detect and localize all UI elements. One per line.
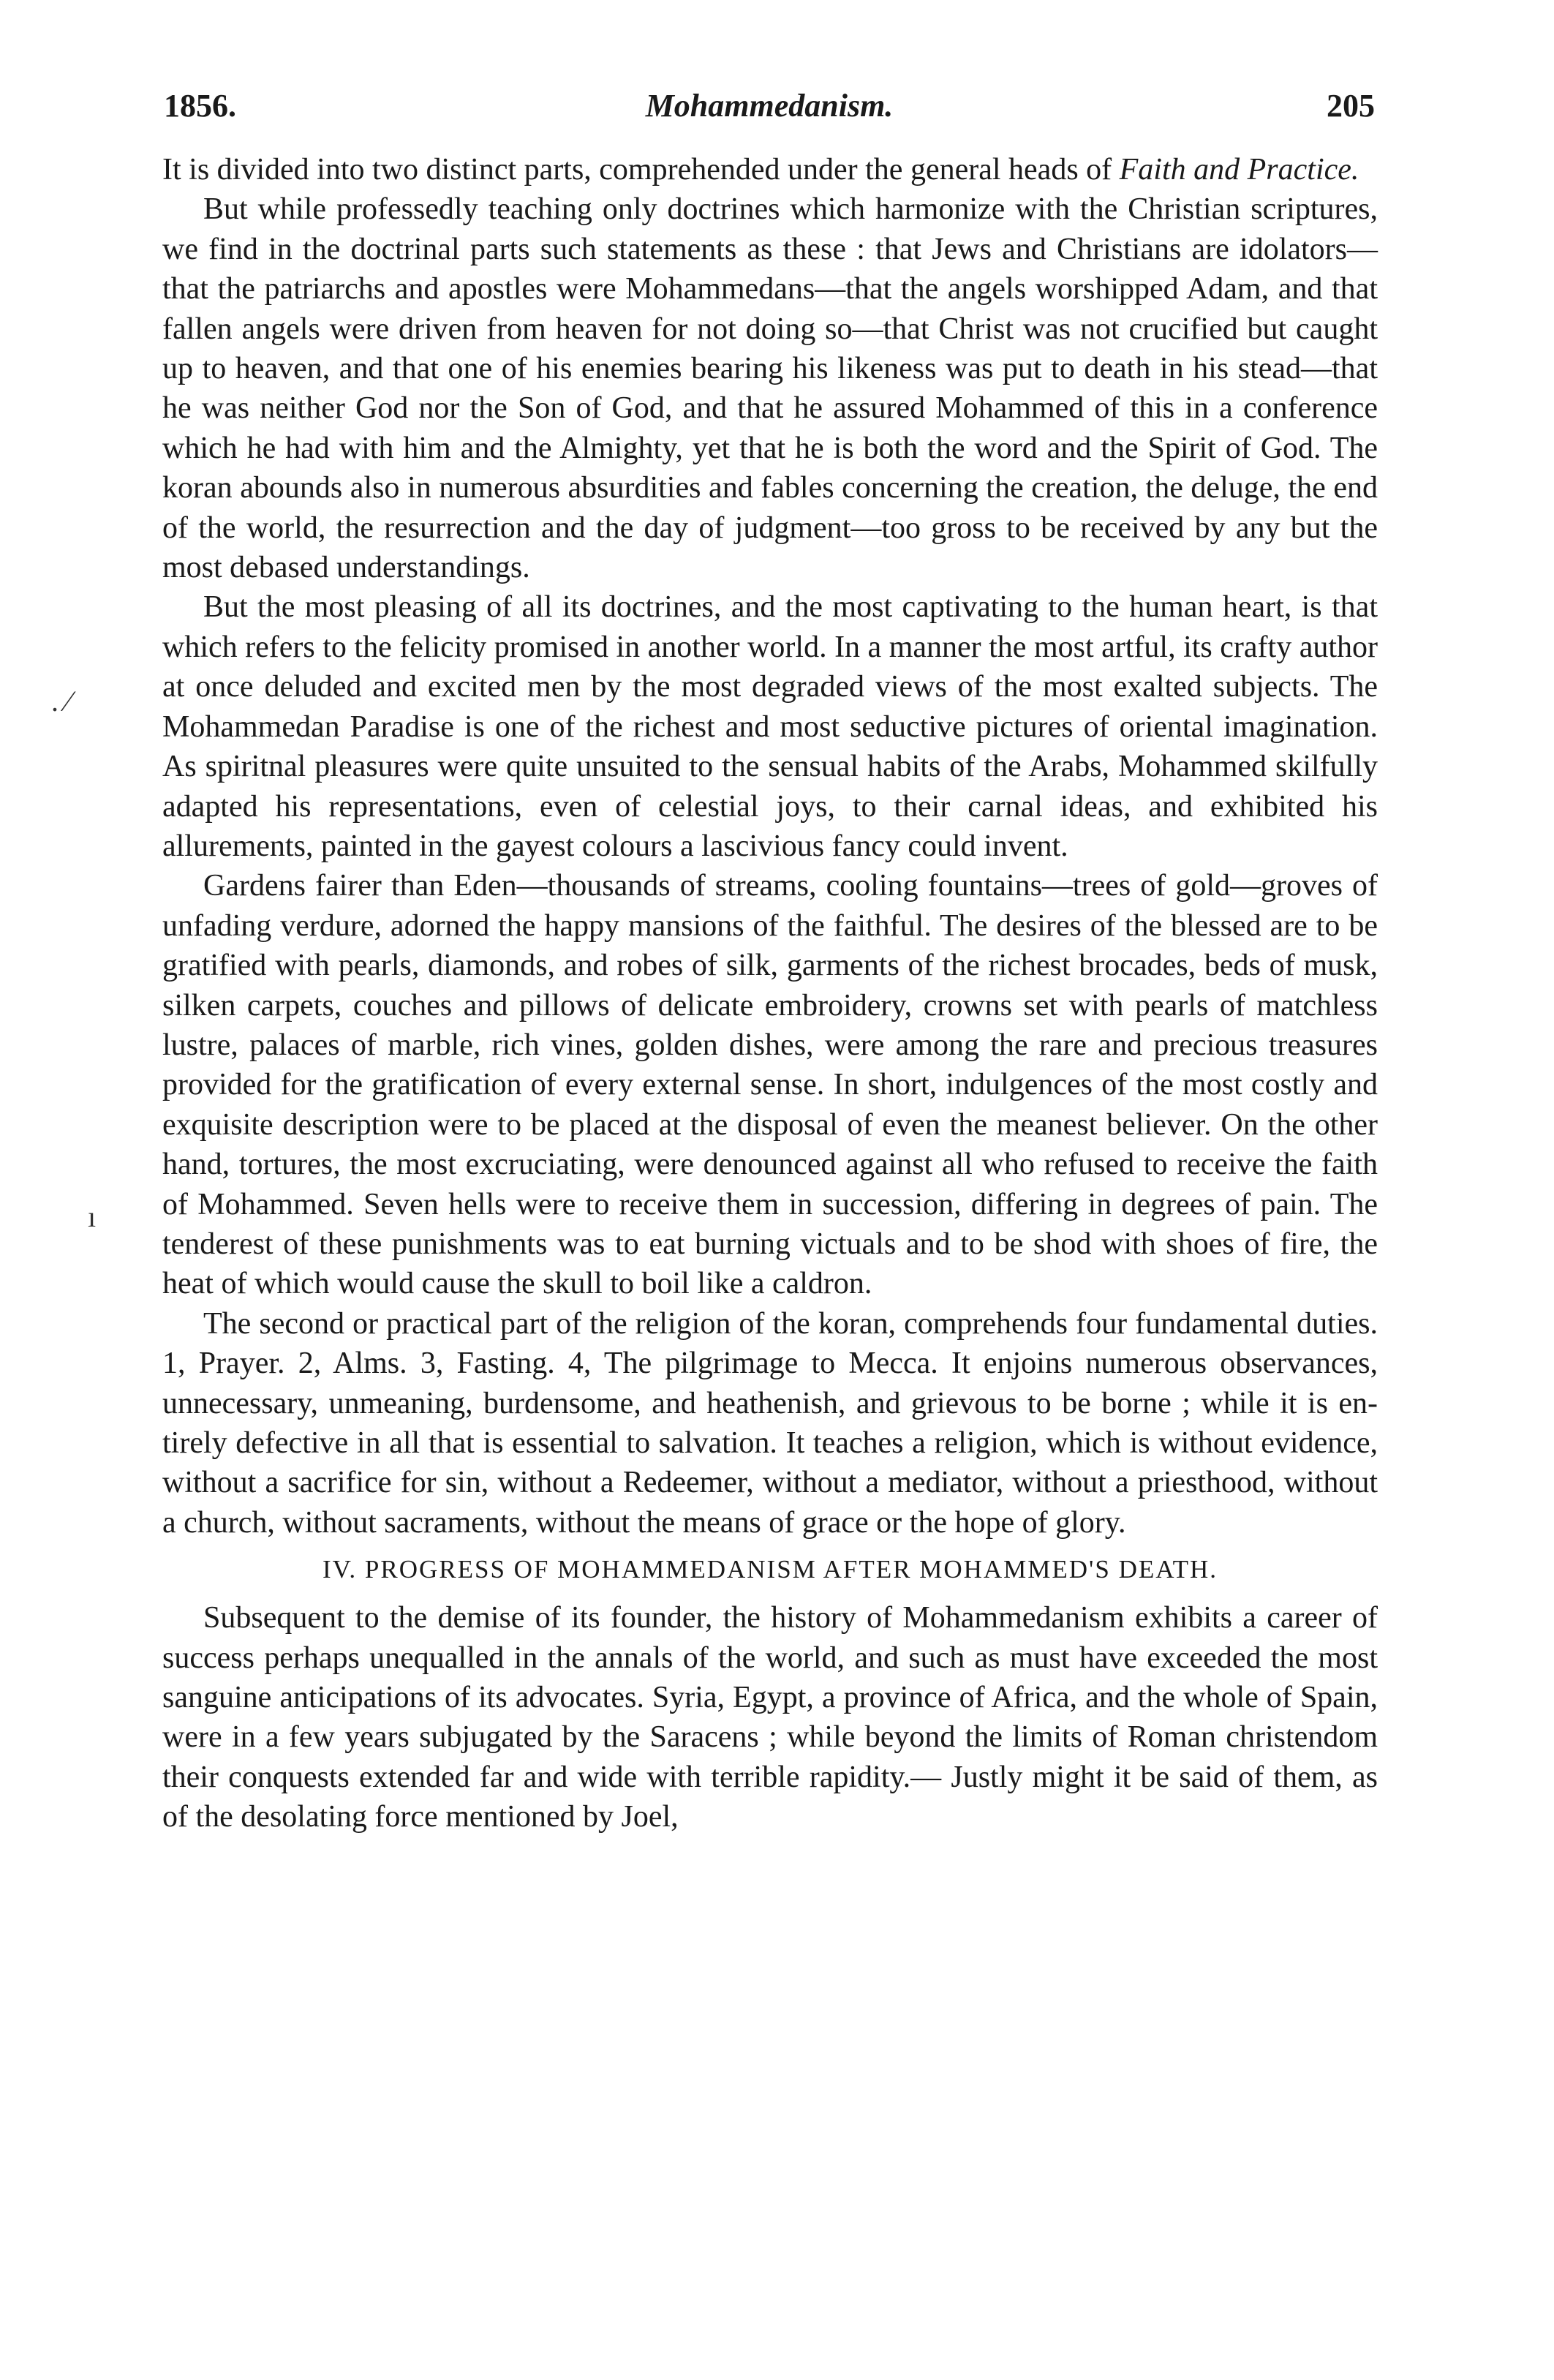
paragraph-paradise: But the most pleasing of all its doctrines, and the most captivating to the human heart, is that which refers to the felicity promised in another world. In a manner the most artful, its crafty author at once deluded and excited men by the most degraded views of the most exalted subjects. The Mohammedan Paradise is one of the richest and most seductive pictures of oriental imagination. As spiritnal pleasures were quite unsuited to the sensual habits of the Arabs, Mohammed skilfully adapted his representations, even of celestial joys, to their carnal ideas, and exhibited his allurements, painted in the gayest colours a lascivious fancy could invent. [162, 590, 1378, 863]
paragraph-practical-duties: The second or practical part of the religion of the koran, comprehends four fundamental duties. 1, Prayer. 2, Alms. 3, Fasting. 4, The pilgrimage to Mecca. It enjoins numerous observances, unnecessary, unmeaning, burdensome, and heathenish, and grievous to be borne ; while it is entirely defective in all that is essential to salvation. It teaches a religion, which is without evidence, without a sacrifice for sin, without a Redeemer, without a mediator, without a priesthood, without a church, without sacraments, without the means of grace or the hope of glory. [162, 1306, 1378, 1540]
italic-phrase: Faith and Practice. [1119, 153, 1359, 187]
margin-mark: ı [88, 1200, 97, 1233]
page-number: 205 [1327, 88, 1375, 124]
margin-mark: . ⁄ [51, 685, 71, 718]
running-head [164, 73, 1375, 139]
paragraph-gardens: Gardens fairer than Eden—thousands of streams, cooling fountains—trees of gold—groves of unfading verdure, adorned the happy mansions of the faithful. The desires of the blessed are to be gratified with pearls, diamonds, and robes of silk, garments of the richest brocades, beds of musk, silken carpets, couches and pillows of delicate embroidery, crowns set with pearls of matchless lustre, palaces of marble, rich vines, golden dishes, were among the rare and precious treasures provided for the gratification of every external sense. In short, indulgences of the most costly and exquisite description were to be placed at the disposal of even the meanest believer. On the other hand, tortures, the most excruciating, were denounced against all who refused to receive the faith of Mohammed. Seven hells were to receive them in succession, differing in degrees of pain. The tenderest of these punishments was to eat burning victuals and to be shod with shoes of fire, the heat of which would cause the skull to boil like a caldron. [162, 869, 1378, 1301]
header-year: 1856. [164, 88, 236, 124]
paragraph-progress: Subsequent to the demise of its founder, the history of Mohammedanism exhibits a career of success perhaps unequalled in the annals of the world, and such as must have exceeded the most sanguine anticipations of its advocates. Syria, Egypt, a province of Africa, and the whole of Spain, were in a few years subjugated by the Saracens ; while beyond the limits of Roman christendom their conquests extended far and wide with terrible rapidity.— Justly might it be said of them, as of the desolating force mentioned by Joel, [162, 1601, 1378, 1834]
section-heading: IV. PROGRESS OF MOHAMMEDANISM AFTER MOHAMMED'S DEATH. [322, 1555, 1218, 1584]
paragraph-doctrines: But while professedly teaching only doctrines which harmonize with the Christian scriptures, we find in the doctrinal parts such statements as these : that Jews and Christians are idolators—that the patriarchs and apostles were Mohammedans—that the angels worshipped Adam, and that fallen angels were driven from heaven for not doing so—that Christ was not crucified but caught up to heaven, and that one of his enemies bearing his likeness was put to death in his stead—that he was neither God nor the Son of God, and that he assured Mohammed of this in a conference which he had with him and the Almighty, yet that he is both the word and the Spirit of God. The koran abounds also in numerous absurdities and fables concerning the creation, the deluge, the end of the world, the resurrection and the day of judgment—too gross to be received by any but the most debased understandings. [162, 192, 1378, 585]
body-text [162, 150, 1378, 1837]
paragraph-intro: It is divided into two distinct parts, comprehended under the general heads of Faith and Practice. [162, 153, 1359, 187]
header-title: Mohammedanism. [645, 88, 894, 124]
